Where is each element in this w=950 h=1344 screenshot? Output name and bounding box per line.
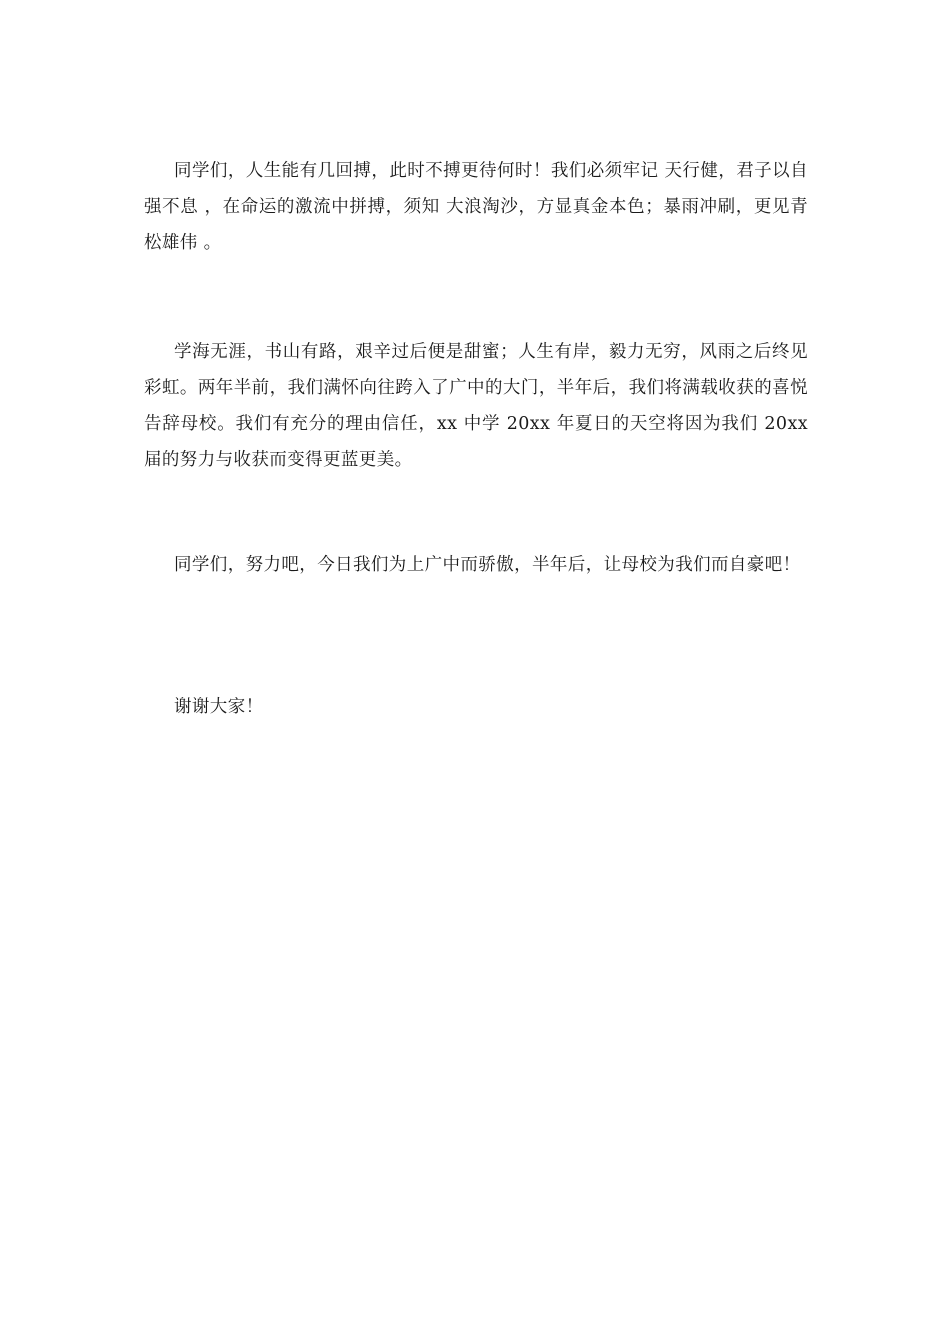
paragraph-2: 学海无涯，书山有路，艰辛过后便是甜蜜；人生有岸，毅力无穷，风雨之后终见彩虹。两年半前，我们满怀向往跨入了广中的大门，半年后，我们将满载收获的喜悦告辞母校。我们有充分的理由信任，xx 中学 20xx 年夏日的天空将因为我们 20xx 届的努力与收获而变得更蓝更美。: [144, 342, 808, 470]
paragraph-3: 同学们，努力吧，今日我们为上广中而骄傲，半年后，让母校为我们而自豪吧！: [174, 555, 801, 575]
paragraph-1: 同学们，人生能有几回搏，此时不搏更待何时！我们必须牢记 天行健，君子以自强不息 ，在命运的激流中拼搏，须知 大浪淘沙，方显真金本色；暴雨冲刷，更见青松雄伟 。: [144, 161, 808, 253]
closing-thanks: 谢谢大家！: [174, 697, 264, 717]
